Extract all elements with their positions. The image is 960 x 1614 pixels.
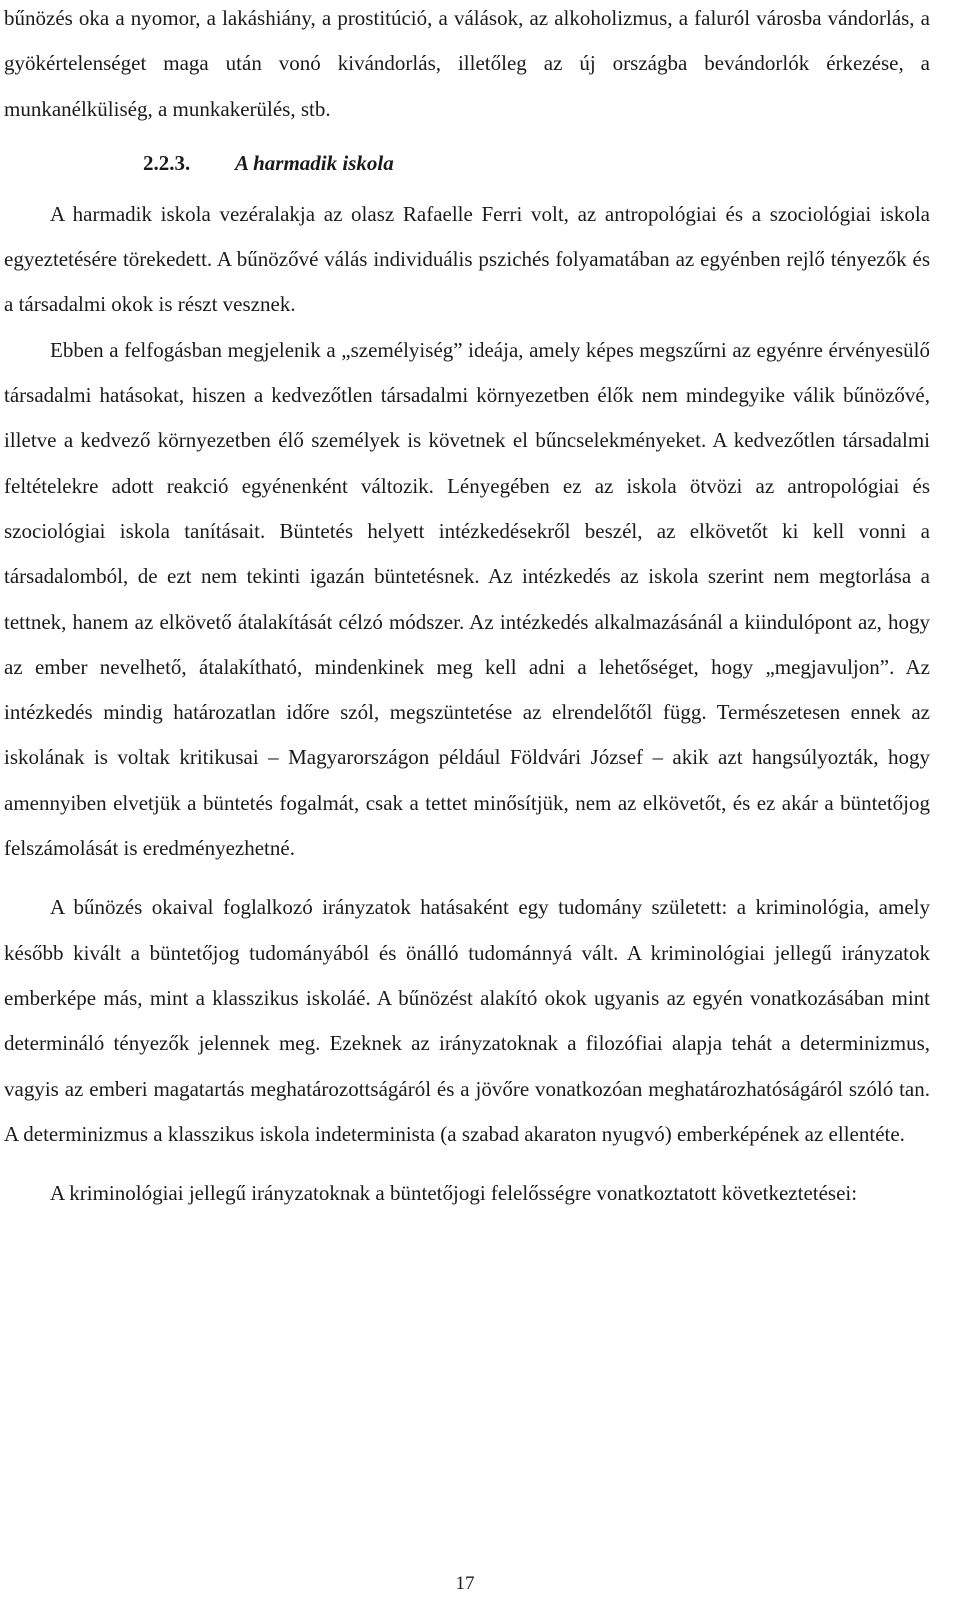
paragraph-criminology: A bűnözés okaival foglalkozó irányzatok hatásaként egy tudomány született: a kriminológia, amely később kivált a büntetőjog tudományából és önálló tudománnyá vált. A kriminológiai jellegű irányzatok emberképe más, mint a klasszikus iskoláé. A bűnözést alakító okok ugyanis az egyén vonatkozásában mint determináló tényezők jelennek meg. Ezeknek az irányzatoknak a filozófiai alapja tehát a determinizmus, vagyis az emberi magatartás meghatározottságáról és a jövőre vonatkozóan meghatározhatóságáról szóló tan. A determinizmus a klasszikus iskola indeterminista (a szabad akaraton nyugvó) emberképének az ellentéte.	[4, 895, 930, 1146]
paragraph-continuation: bűnözés oka a nyomor, a lakáshiány, a prostitúció, a válások, az alkoholizmus, a faluról városba vándorlás, a gyökértelenséget maga után vonó kivándorlás, illetőleg az új országba bevándorlók érkezése, a munkanélküliség, a munkakerülés, stb.	[4, 6, 930, 121]
paragraph-ferri: A harmadik iskola vezéralakja az olasz Rafaelle Ferri volt, az antropológiai és a szociológiai iskola egyeztetésére törekedett. A bűnözővé válás individuális pszichés folyamatában az egyénben rejlő tényezők és a társadalmi okok is részt vesznek.	[4, 201, 930, 317]
page-number: 17	[455, 1573, 475, 1594]
document-page	[4, 0, 930, 1216]
paragraph-personality: Ebben a felfogásban megjelenik a „személyiség” ideája, amely képes megszűrni az egyénre érvényesülő társadalmi hatásokat, hiszen a kedvezőtlen társadalmi környezetben élők nem mindegyike válik bűnözővé, illetve a kedvező környezetben élő személyek is követnek el bűncselekményeket. A kedvezőtlen társadalmi feltételekre adott reakció egyénenként változik. Lényegében ez az iskola ötvözi az antropológiai és szociológiai iskola tanításait. Büntetés helyett intézkedésekről beszél, az elkövetőt ki kell vonni a társadalomból, de ezt nem tekinti igazán büntetésnek. Az intézkedés az iskola szerint nem megtorlása a tettnek, hanem az elkövető átalakítását célzó módszer. Az intézkedés alkalmazásánál a kiindulópont az, hogy az ember nevelhető, átalakítható, mindenkinek meg kell adni a lehetőséget, hogy „megjavuljon”. Az intézkedés mindig határozatlan időre szól, megszüntetése az elrendelőtől függ. Természetesen ennek az iskolának is voltak kritikusai – Magyarországon például Földvári József – akik azt hangsúlyozták, hogy amennyiben elvetjük a büntetés fogalmát, csak a tettet minősítjük, nem az elkövetőt, és ez akár a büntetőjog felszámolását is eredményezhetné.	[4, 337, 930, 861]
paragraph-conclusions: A kriminológiai jellegű irányzatoknak a büntetőjogi felelősségre vonatkoztatott következtetései:	[50, 1181, 858, 1206]
section-title: A harmadik iskola	[235, 150, 394, 175]
section-heading	[4, 148, 930, 178]
section-number: 2.2.3.	[143, 150, 191, 175]
